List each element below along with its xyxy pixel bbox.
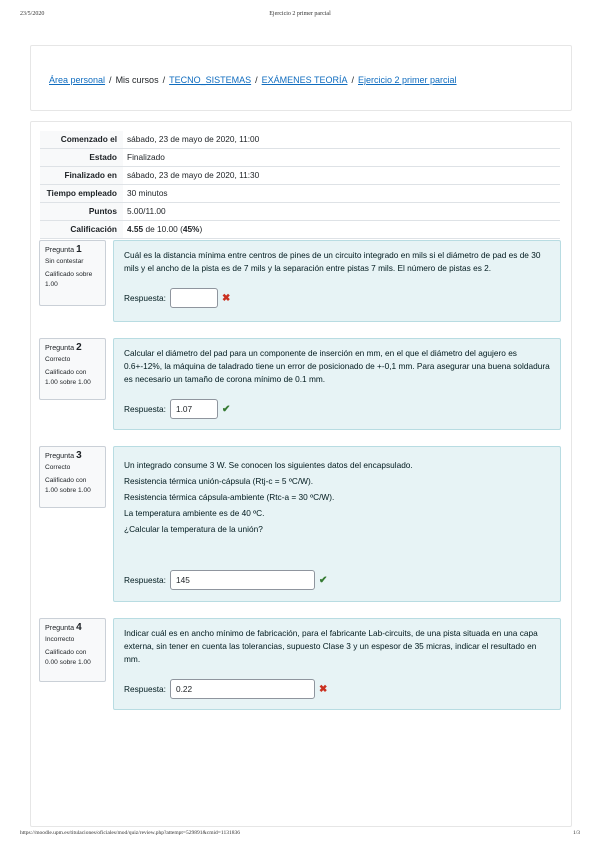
- summary-value: sábado, 23 de mayo de 2020, 11:00: [127, 134, 260, 144]
- answer-row: [124, 399, 230, 419]
- question-number: [45, 343, 100, 353]
- question-text: La temperatura ambiente es de 40 ºC.: [124, 508, 265, 518]
- question-text: ¿Calcular la temperatura de la unión?: [124, 524, 263, 534]
- question-info-3: [39, 446, 106, 508]
- breadcrumb-course[interactable]: TECNO_SISTEMAS: [169, 75, 252, 85]
- answer-input[interactable]: [170, 288, 218, 308]
- question-text: Cuál es la distancia mínima entre centros de pines de un circuito integrado en mils si el diámetro de pad es de 30 mils y el ancho de la pista es de 7 mils y la separación entre pistas 7 mils. El número de pistas es 2.: [124, 250, 541, 273]
- grade-close: ): [199, 224, 203, 234]
- question-number-value: 3: [76, 450, 82, 461]
- summary-label: Puntos: [40, 203, 123, 221]
- incorrect-icon: ✖: [221, 292, 231, 304]
- question-text: Resistencia térmica unión-cápsula (Rtj-c = 5 ºC/W).: [124, 476, 314, 486]
- question-grade: Calificado con 0.00 sobre 1.00: [45, 649, 91, 666]
- question-text: Calcular el diámetro del pad para un componente de inserción en mm, en el que el diámetro del agujero es 0.6+-12%, la máquina de taladrado tiene un error de posicionado de +-0,1 mm. Para asegurar una buena soldadura es necesario un tamaño de corona mínimo de 0.1 mm.: [124, 348, 550, 384]
- answer-input[interactable]: 145: [170, 570, 315, 590]
- summary-value: [123, 221, 560, 239]
- question-label: Pregunta: [45, 623, 75, 632]
- breadcrumb-area-personal[interactable]: Área personal: [49, 75, 106, 85]
- grade-percent: 45%: [182, 224, 200, 234]
- summary-row-points: [40, 203, 560, 221]
- question-number: [45, 245, 100, 255]
- question-number-value: 2: [76, 342, 82, 353]
- summary-value: 30 minutos: [127, 188, 168, 198]
- print-header: [20, 11, 580, 21]
- summary-label: Finalizado en: [40, 167, 123, 185]
- question-info-4: [39, 618, 106, 682]
- summary-label: Estado: [40, 149, 123, 167]
- grade-main: 4.55: [127, 224, 144, 234]
- summary-label: Calificación: [40, 221, 123, 239]
- summary-label: Comenzado el: [40, 131, 123, 149]
- answer-label: Respuesta:: [124, 403, 166, 414]
- question-label: Pregunta: [45, 245, 75, 254]
- answer-row: [124, 679, 327, 699]
- question-grade: Calificado sobre 1.00: [45, 271, 93, 288]
- breadcrumb-separator: /: [162, 75, 166, 85]
- answer-input[interactable]: 1.07: [170, 399, 218, 419]
- question-label: Pregunta: [45, 451, 75, 460]
- summary-row-finished: [40, 167, 560, 185]
- question-grade: Calificado con 1.00 sobre 1.00: [45, 369, 91, 386]
- summary-row-grade: [40, 221, 560, 239]
- answer-label: Respuesta:: [124, 574, 166, 585]
- breadcrumb-separator: /: [351, 75, 354, 85]
- summary-row-state: [40, 149, 560, 167]
- breadcrumb: [49, 75, 457, 85]
- incorrect-icon: ✖: [318, 683, 328, 695]
- answer-label: Respuesta:: [124, 292, 166, 303]
- answer-input[interactable]: 0.22: [170, 679, 315, 699]
- question-text: Un integrado consume 3 W. Se conocen los siguientes datos del encapsulado.: [124, 460, 413, 470]
- summary-row-time: [40, 185, 560, 203]
- print-date: 23/5/2020: [20, 11, 45, 17]
- question-content-2: [113, 338, 561, 430]
- breadcrumb-card: [30, 45, 572, 111]
- question-info-1: [39, 240, 106, 306]
- correct-icon: ✔: [318, 574, 328, 586]
- question-text: Resistencia térmica cápsula-ambiente (Rtc-a = 30 ºC/W).: [124, 492, 335, 502]
- question-number: [45, 623, 100, 633]
- question-state: Correcto: [45, 463, 71, 471]
- question-text: Indicar cuál es en ancho mínimo de fabricación, para el fabricante Lab-circuits, de una pista situada en una capa externa, sin tener en cuenta las tolerancias, supuesto Clase 3 y un espesor de 35 micras, indicar el resultado en mm.: [124, 628, 538, 664]
- summary-row-started: [40, 131, 560, 149]
- breadcrumb-mis-cursos: Mis cursos: [115, 75, 159, 85]
- question-number-value: 4: [76, 622, 82, 633]
- question-number: [45, 451, 100, 461]
- summary-value: 5.00/11.00: [127, 206, 166, 216]
- question-state: Correcto: [45, 355, 71, 363]
- question-state: Incorrecto: [45, 635, 75, 643]
- print-footer: [20, 830, 580, 840]
- breadcrumb-separator: /: [255, 75, 258, 85]
- print-url: https://moodle.upm.es/titulaciones/oficiales/mod/quiz/review.php?attempt=529891&cmid=1131836: [20, 830, 240, 836]
- question-info-2: [39, 338, 106, 400]
- summary-label: Tiempo empleado: [40, 185, 123, 203]
- answer-row: [124, 570, 327, 590]
- summary-value: Finalizado: [127, 152, 165, 162]
- question-state: Sin contestar: [45, 257, 84, 265]
- answer-row: [124, 288, 230, 308]
- question-label: Pregunta: [45, 343, 75, 352]
- breadcrumb-separator: /: [109, 75, 112, 85]
- question-grade: Calificado con 1.00 sobre 1.00: [45, 477, 91, 494]
- attempt-summary-table: [40, 131, 560, 239]
- print-page-number: 1/3: [572, 830, 580, 836]
- breadcrumb-section[interactable]: EXÁMENES TEORÍA: [261, 75, 348, 85]
- breadcrumb-quiz[interactable]: Ejercicio 2 primer parcial: [358, 75, 457, 85]
- print-title: Ejercicio 2 primer parcial: [269, 11, 331, 17]
- question-content-3: [113, 446, 561, 602]
- grade-rest: de 10.00 (: [143, 224, 183, 234]
- question-number-value: 1: [76, 244, 82, 255]
- correct-icon: ✔: [221, 403, 231, 415]
- question-content-4: [113, 618, 561, 710]
- question-content-1: [113, 240, 561, 322]
- answer-label: Respuesta:: [124, 683, 166, 694]
- summary-value: sábado, 23 de mayo de 2020, 11:30: [127, 170, 260, 180]
